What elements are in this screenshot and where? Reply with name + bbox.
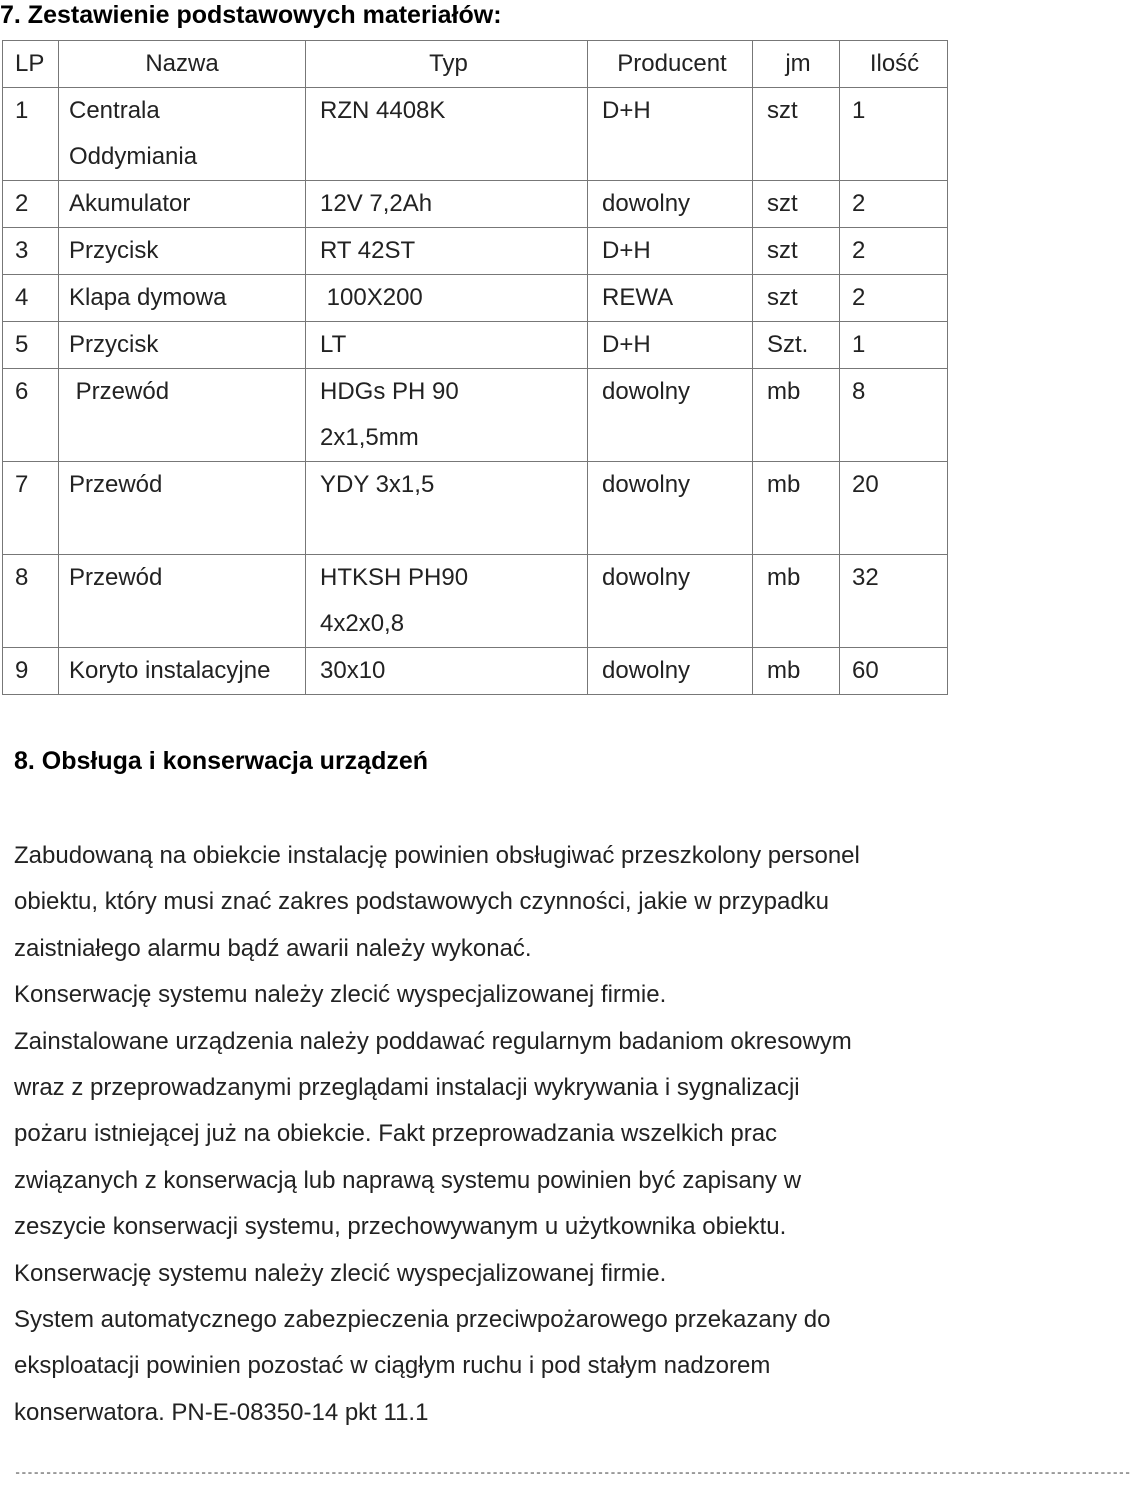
section-7-heading: 7. Zestawienie podstawowych materiałów: [0,1,502,29]
cell-jm: mb [753,648,840,695]
table-row [3,555,948,648]
table-header-row [3,41,948,88]
paragraph-line: System automatycznego zabezpieczenia przeciwpożarowego przekazany do [14,1306,831,1334]
header-typ: Typ [306,41,588,88]
cell-jm: szt [753,275,840,322]
cell-typ-line: 4x2x0,8 [320,610,405,637]
cell-ilosc: 60 [840,648,948,695]
cell-typ [306,555,588,648]
table-row [3,648,948,695]
paragraph-line: Konserwację systemu należy zlecić wyspecjalizowanej firmie. [14,1259,667,1287]
cell-producent: D+H [588,88,753,181]
cell-typ: 12V 7,2Ah [306,181,588,228]
cell-nazwa: Przewód [59,462,306,555]
cell-jm: szt [753,228,840,275]
materials-table [2,40,948,695]
paragraph-line: konserwatora. PN-E-08350-14 pkt 11.1 [14,1398,429,1426]
cell-producent: REWA [588,275,753,322]
cell-jm: Szt. [753,322,840,369]
cell-jm: mb [753,369,840,462]
cell-nazwa: Akumulator [59,181,306,228]
header-ilosc: Ilość [840,41,948,88]
cell-lp: 5 [3,322,59,369]
table-row [3,228,948,275]
cell-producent: dowolny [588,181,753,228]
cell-ilosc: 2 [840,275,948,322]
cell-nazwa: Klapa dymowa [59,275,306,322]
cell-producent: dowolny [588,648,753,695]
cell-jm: mb [753,555,840,648]
header-nazwa: Nazwa [59,41,306,88]
cell-lp: 9 [3,648,59,695]
paragraph-line: związanych z konserwacją lub naprawą systemu powinien być zapisany w [14,1166,802,1194]
cell-nazwa-line: Oddymiania [69,143,198,170]
cell-typ: RT 42ST [306,228,588,275]
cell-nazwa [59,88,306,181]
cell-lp: 2 [3,181,59,228]
maintenance-paragraph [14,833,958,1436]
cell-typ: YDY 3x1,5 [306,462,588,555]
cell-nazwa: Koryto instalacyjne [59,648,306,695]
cell-producent: D+H [588,322,753,369]
cell-lp: 1 [3,88,59,181]
cell-ilosc: 32 [840,555,948,648]
cell-nazwa: Przewód [59,369,306,462]
table-row [3,369,948,462]
cell-typ: 100X200 [306,275,588,322]
cell-jm: szt [753,88,840,181]
cell-typ: RZN 4408K [306,88,588,181]
cell-ilosc: 20 [840,462,948,555]
cell-lp: 8 [3,555,59,648]
cell-typ: 30x10 [306,648,588,695]
cell-nazwa: Przewód [59,555,306,648]
cell-typ: LT [306,322,588,369]
cell-nazwa: Przycisk [59,228,306,275]
paragraph-line: Zainstalowane urządzenia należy poddawać regularnym badaniom okresowym [14,1027,852,1055]
paragraph-line: eksploatacji powinien pozostać w ciągłym ruchu i pod stałym nadzorem [14,1352,771,1380]
cell-lp: 4 [3,275,59,322]
table-row [3,88,948,181]
cell-typ-line: HDGs PH 90 [320,378,459,405]
header-producent: Producent [588,41,753,88]
cell-producent: dowolny [588,462,753,555]
paragraph-line: Konserwację systemu należy zlecić wyspecjalizowanej firmie. [14,981,667,1009]
cell-typ [306,369,588,462]
paragraph-line: zaistniałego alarmu bądź awarii należy wykonać. [14,934,532,962]
cell-producent: D+H [588,228,753,275]
cell-ilosc: 2 [840,181,948,228]
section-8-heading: 8. Obsługa i konserwacja urządzeń [14,747,429,775]
cell-producent: dowolny [588,555,753,648]
table-row [3,462,948,555]
paragraph-line: Zabudowaną na obiekcie instalację powinien obsługiwać przeszkolony personel [14,842,860,869]
cell-lp: 6 [3,369,59,462]
header-jm: jm [753,41,840,88]
cell-producent: dowolny [588,369,753,462]
cell-typ-line: HTKSH PH90 [320,564,469,591]
cell-lp: 3 [3,228,59,275]
cell-nazwa-line: Centrala [69,97,160,124]
footer-separator: ------------------------------------------------------------------------------------------------------------------------------------------------------------------------------------ [14,1466,1130,1480]
header-lp: LP [3,41,59,88]
table-row [3,275,948,322]
cell-jm: mb [753,462,840,555]
paragraph-line: zeszycie konserwacji systemu, przechowywanym u użytkownika obiektu. [14,1213,787,1241]
paragraph-line: obiektu, który musi znać zakres podstawowych czynności, jakie w przypadku [14,888,830,916]
cell-nazwa: Przycisk [59,322,306,369]
table-row [3,322,948,369]
cell-ilosc: 1 [840,88,948,181]
cell-ilosc: 2 [840,228,948,275]
cell-ilosc: 1 [840,322,948,369]
cell-jm: szt [753,181,840,228]
cell-typ-line: 2x1,5mm [320,424,419,451]
cell-ilosc: 8 [840,369,948,462]
table-row [3,181,948,228]
paragraph-line: wraz z przeprowadzanymi przeglądami instalacji wykrywania i sygnalizacji [14,1074,800,1102]
cell-lp: 7 [3,462,59,555]
paragraph-line: pożaru istniejącej już na obiekcie. Fakt przeprowadzania wszelkich prac [14,1120,778,1148]
